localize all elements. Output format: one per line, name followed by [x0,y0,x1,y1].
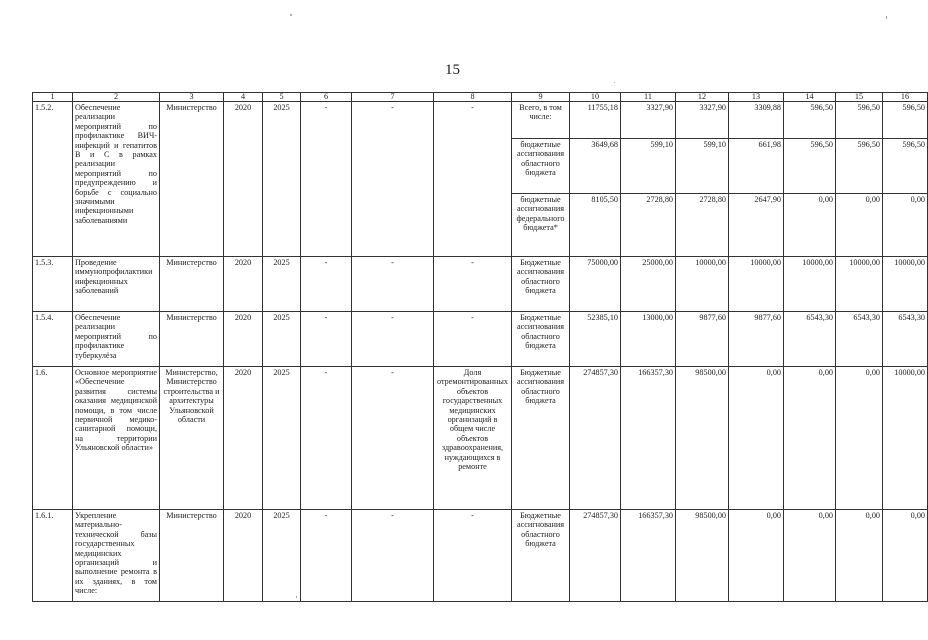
column-7-value: - [352,367,434,510]
amount-2024: 10000,00 [836,257,883,312]
activity-name: Обеспечение реализации мероприятий по профилактике туберкулёза [73,312,160,367]
amount-2021: 98500,00 [676,510,729,602]
amount-2025: 10000,00 [883,367,928,510]
amount-total: 75000,00 [570,257,621,312]
funding-source: Бюджетные ассигнования областного бюджета [512,312,570,367]
funding-source: бюджетные ассигнования федерального бюджета* [512,194,570,257]
amount-total: 11755,18 [570,102,621,139]
amount-2021: 98500,00 [676,367,729,510]
end-year: 2025 [263,257,301,312]
amount-2020: 3327,90 [621,102,676,139]
activity-name: Укрепление материально-технической базы государственных медицинских организаций и выполнение ремонта в их зданиях, в том числе: [73,510,160,602]
funding-source: Бюджетные ассигнования областного бюджета [512,257,570,312]
end-year: 2025 [263,367,301,510]
column-6-value: - [301,102,352,257]
amount-2020: 166357,30 [621,367,676,510]
amount-2022: 3309,88 [729,102,784,139]
scan-speck [886,16,887,19]
amount-2025: 596,50 [883,139,928,194]
activity-code: 1.6.1. [33,510,73,602]
program-activities-table [32,92,928,602]
activity-name: Основное мероприятие «Обеспечение развития системы оказания медицинской помощи, в том числе первичной медико-санитарной помощи, на территории Ульяновской области» [73,367,160,510]
amount-2025: 0,00 [883,194,928,257]
amount-total: 52385,10 [570,312,621,367]
target-indicator: - [434,312,512,367]
column-number: 15 [836,93,883,102]
amount-2025: 10000,00 [883,257,928,312]
amount-2022: 10000,00 [729,257,784,312]
column-number: 6 [301,93,352,102]
start-year: 2020 [224,257,263,312]
funding-source: Бюджетные ассигнования областного бюджета [512,367,570,510]
column-number: 3 [160,93,224,102]
amount-2020: 25000,00 [621,257,676,312]
column-number: 11 [621,93,676,102]
amount-total: 8105,50 [570,194,621,257]
column-number: 12 [676,93,729,102]
amount-2025: 0,00 [883,510,928,602]
amount-2022: 9877,60 [729,312,784,367]
activity-name: Обеспечение реализации мероприятий по профилактике ВИЧ-инфекций и гепатитов В и С в рамках реализации мероприятий по предупреждению и борьбе с социально значимыми инфекционными заболеваниями [73,102,160,257]
amount-2023: 0,00 [784,194,836,257]
amount-2024: 6543,30 [836,312,883,367]
column-number: 16 [883,93,928,102]
column-number: 2 [73,93,160,102]
amount-total: 274857,30 [570,367,621,510]
amount-2023: 10000,00 [784,257,836,312]
column-number: 8 [434,93,512,102]
activity-executor: Министерство [160,102,224,257]
funding-source: бюджетные ассигнования областного бюджета [512,139,570,194]
amount-2024: 596,50 [836,102,883,139]
amount-total: 3649,68 [570,139,621,194]
activity-executor: Министерство [160,510,224,602]
amount-2022: 0,00 [729,367,784,510]
amount-2023: 596,50 [784,139,836,194]
target-indicator: Доля отремонтированных объектов государственных медицинских организаций в общем числе объектов здравоохранения, нуждающихся в ремонте [434,367,512,510]
amount-2021: 2728,80 [676,194,729,257]
amount-2025: 6543,30 [883,312,928,367]
table-row [33,510,928,602]
amount-2023: 6543,30 [784,312,836,367]
scan-speck [290,14,292,16]
amount-2021: 9877,60 [676,312,729,367]
column-number-row [33,93,928,102]
amount-2023: 0,00 [784,367,836,510]
start-year: 2020 [224,510,263,602]
table-row [33,312,928,367]
column-number: 9 [512,93,570,102]
column-number: 10 [570,93,621,102]
amount-2022: 661,98 [729,139,784,194]
amount-2024: 0,00 [836,510,883,602]
column-7-value: - [352,510,434,602]
table-row [33,367,928,510]
column-number: 14 [784,93,836,102]
column-7-value: - [352,257,434,312]
target-indicator: - [434,510,512,602]
amount-2023: 0,00 [784,510,836,602]
activity-executor: Министерство [160,312,224,367]
amount-2021: 3327,90 [676,102,729,139]
amount-2021: 599,10 [676,139,729,194]
start-year: 2020 [224,312,263,367]
amount-total: 274857,30 [570,510,621,602]
activity-name: Проведение иммунопрофилактики инфекционных заболеваний [73,257,160,312]
column-7-value: - [352,312,434,367]
amount-2025: 596,50 [883,102,928,139]
amount-2021: 10000,00 [676,257,729,312]
table-row [33,102,928,139]
activity-code: 1.6. [33,367,73,510]
activity-code: 1.5.2. [33,102,73,257]
column-7-value: - [352,102,434,257]
amount-2020: 2728,80 [621,194,676,257]
amount-2022: 0,00 [729,510,784,602]
column-6-value: - [301,312,352,367]
column-number: 13 [729,93,784,102]
end-year: 2025 [263,312,301,367]
amount-2023: 596,50 [784,102,836,139]
end-year: 2025 [263,102,301,257]
amount-2024: 0,00 [836,367,883,510]
column-number: 4 [224,93,263,102]
column-number: 1 [33,93,73,102]
activity-code: 1.5.3. [33,257,73,312]
funding-source: Бюджетные ассигнования областного бюджета [512,510,570,602]
page-number: 15 [445,62,460,78]
target-indicator: - [434,257,512,312]
activity-code: 1.5.4. [33,312,73,367]
amount-2020: 599,10 [621,139,676,194]
amount-2024: 596,50 [836,139,883,194]
table-row [33,257,928,312]
activity-executor: Министерство [160,257,224,312]
amount-2024: 0,00 [836,194,883,257]
column-6-value: - [301,257,352,312]
funding-source: Всего, в том числе: [512,102,570,139]
start-year: 2020 [224,102,263,257]
activity-executor: Министерство, Министерство строительства и архитектуры Ульяновской области [160,367,224,510]
target-indicator: - [434,102,512,257]
scan-speck [614,82,615,83]
amount-2022: 2647,90 [729,194,784,257]
column-number: 7 [352,93,434,102]
end-year: 2025 [263,510,301,602]
column-6-value: - [301,367,352,510]
column-6-value: - [301,510,352,602]
amount-2020: 13000,00 [621,312,676,367]
amount-2020: 166357,30 [621,510,676,602]
start-year: 2020 [224,367,263,510]
column-number: 5 [263,93,301,102]
